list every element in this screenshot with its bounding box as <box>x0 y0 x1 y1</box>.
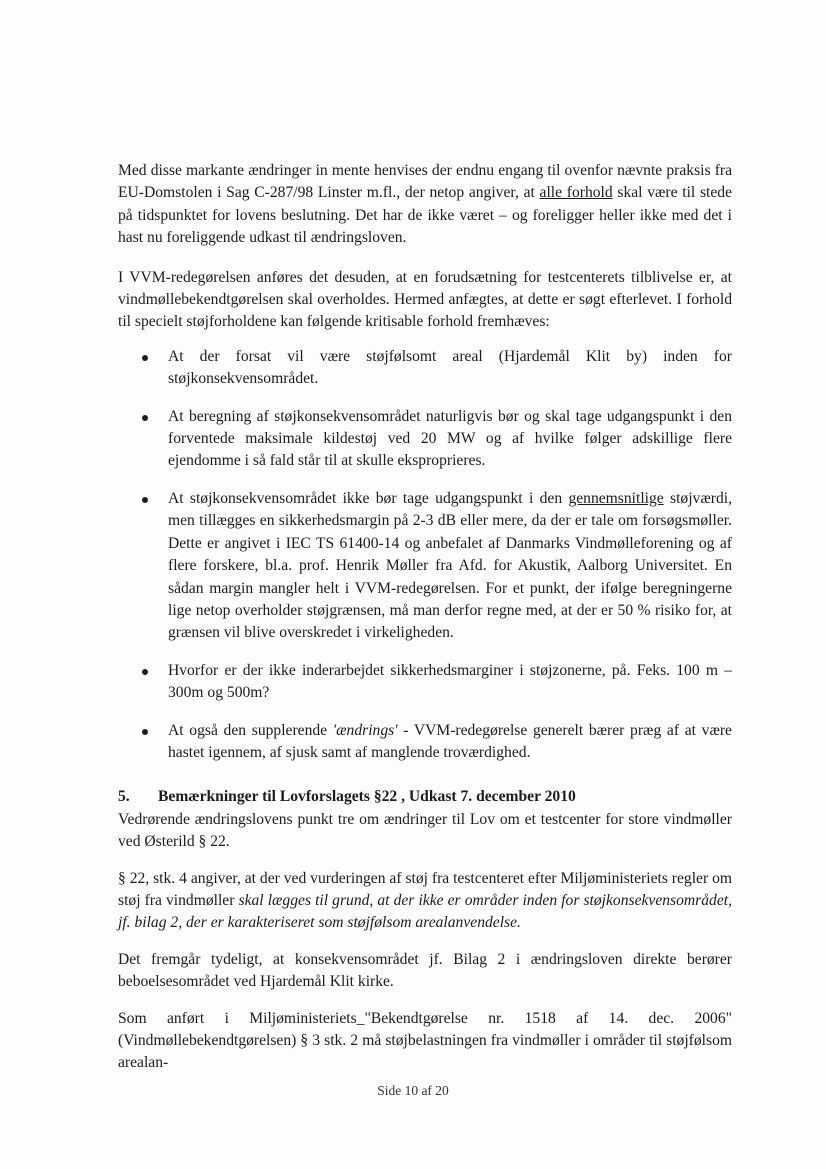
underlined-text: alle forhold <box>539 184 613 202</box>
paragraph-text: skal være til stede på tidspunktet for lovens beslutning. Det har de ikke været – og foreligger heller ikke med det i hast nu foreliggende udkast til ændringsloven. <box>118 184 733 247</box>
paragraph-linster <box>118 160 732 250</box>
paragraph-vvm: I VVM-redegørelsen anføres det desuden, at en forudsætning for testcenterets tilblivelse er, at vindmøllebekendtgørelsen skal overholdes. Hermed anfægtes, at dette er søgt efterlevet. I forhold til specielt støjforholdene kan følgende kritisable forhold fremhæves: <box>118 268 732 331</box>
bullet-icon <box>142 669 148 675</box>
paragraph-text: § 22, stk. 4 angiver, at der ved vurderingen af støj fra testcenteret efter Miljøministeriets regler om støj fra vindmøller <box>118 869 732 909</box>
underlined-text: gennemsnitlige <box>568 489 664 507</box>
bullet-icon <box>142 729 148 735</box>
section-heading <box>118 786 732 808</box>
bullet-icon <box>142 497 148 503</box>
list-item <box>118 720 732 765</box>
list-item-text: At der forsat vil være støjfølsomt areal (Hjardemål Klit by) inden for støjkonsekvensområdet. <box>168 347 732 388</box>
list-item-text: At beregning af støjkonsekvensområdet naturligvis bør og skal tage udgangspunkt i den forventede maksimale kildestøj ved 20 MW og af hvilke følger adskillige flere ejendomme i så fald står til at skulle eksproprieres. <box>168 407 732 470</box>
list-item-text: Hvorfor er der ikke inderarbejdet sikkerhedsmarginer i støjzonerne, på. Feks. 100 m – 300m og 500m? <box>168 661 732 702</box>
paragraph-section-intro: Vedrørende ændringslovens punkt tre om ændringer til Lov om et testcenter for store vindmøller ved Østerild § 22. <box>118 810 732 851</box>
page-body <box>118 160 732 1075</box>
paragraph-bekendtgoerelse: Som anført i Miljøministeriets_"Bekendtgørelse nr. 1518 af 14. dec. 2006" (Vindmøllebekendtgørelsen) § 3 stk. 2 må støjbelastningen fra vindmøller i områder til støjfølsom arealan- <box>118 1009 732 1072</box>
list-item <box>118 346 732 391</box>
list-item-text <box>168 488 732 645</box>
list-item-text <box>168 720 732 765</box>
italic-text: 'ændrings' <box>332 721 398 739</box>
section-number: 5. <box>118 788 130 806</box>
list-item <box>118 406 732 473</box>
list-item <box>118 660 732 705</box>
list-item-text-part: At også den supplerende <box>168 721 333 739</box>
section-title: Bemærkninger til Lovforslagets §22 , Udkast 7. december 2010 <box>158 788 576 806</box>
list-item-text-part: At støjkonsekvensområdet ikke bør tage udgangspunkt i den <box>168 489 569 507</box>
bullet-icon <box>142 415 148 421</box>
paragraph-stk4 <box>118 868 732 935</box>
italic-text: skal lægges til grund, at der ikke er områder inden for støjkonsekvensområdet, jf. bilag 2, der er karakteriseret som støjfølsom arealanvendelse. <box>118 891 733 932</box>
criticism-list <box>118 346 732 765</box>
list-item-text-part: - VVM-redegørelse generelt bærer præg af at være hastet igennem, af sjusk samt af manglende troværdighed. <box>168 721 732 761</box>
list-item-text-part: støjværdi, men tillægges en sikkerhedsmargin på 2-3 dB eller mere, da der er tale om forsøgsmøller. Dette er angivet i IEC TS 61400-14 og anbefalet af Danmarks Vindmølleforening og af flere forskere, bl.a. prof. Henrik Møller fra Afd. for Akustik, Aalborg Universitet. En sådan margin mangler helt i VVM-redegørelsen. For et punkt, der ifølge beregningerne lige netop overholder støjgrænsen, må man derfor regne med, at der er 50 % risiko for, at grænsen vil blive overskredet i virkeligheden. <box>168 489 732 642</box>
paragraph-konsekvens: Det fremgår tydeligt, at konsekvensområdet jf. Bilag 2 i ændringsloven direkte berører beboelsesområdet ved Hjardemål Klit kirke. <box>118 950 732 991</box>
list-item <box>118 488 732 645</box>
paragraph-text: Med disse markante ændringer in mente henvises der endnu engang til ovenfor nævnte praksis fra EU-Domstolen i Sag C-287/98 Linster m.fl., der netop angiver, at <box>118 162 732 202</box>
page-number: Side 10 af 20 <box>377 1083 449 1098</box>
bullet-icon <box>142 355 148 361</box>
